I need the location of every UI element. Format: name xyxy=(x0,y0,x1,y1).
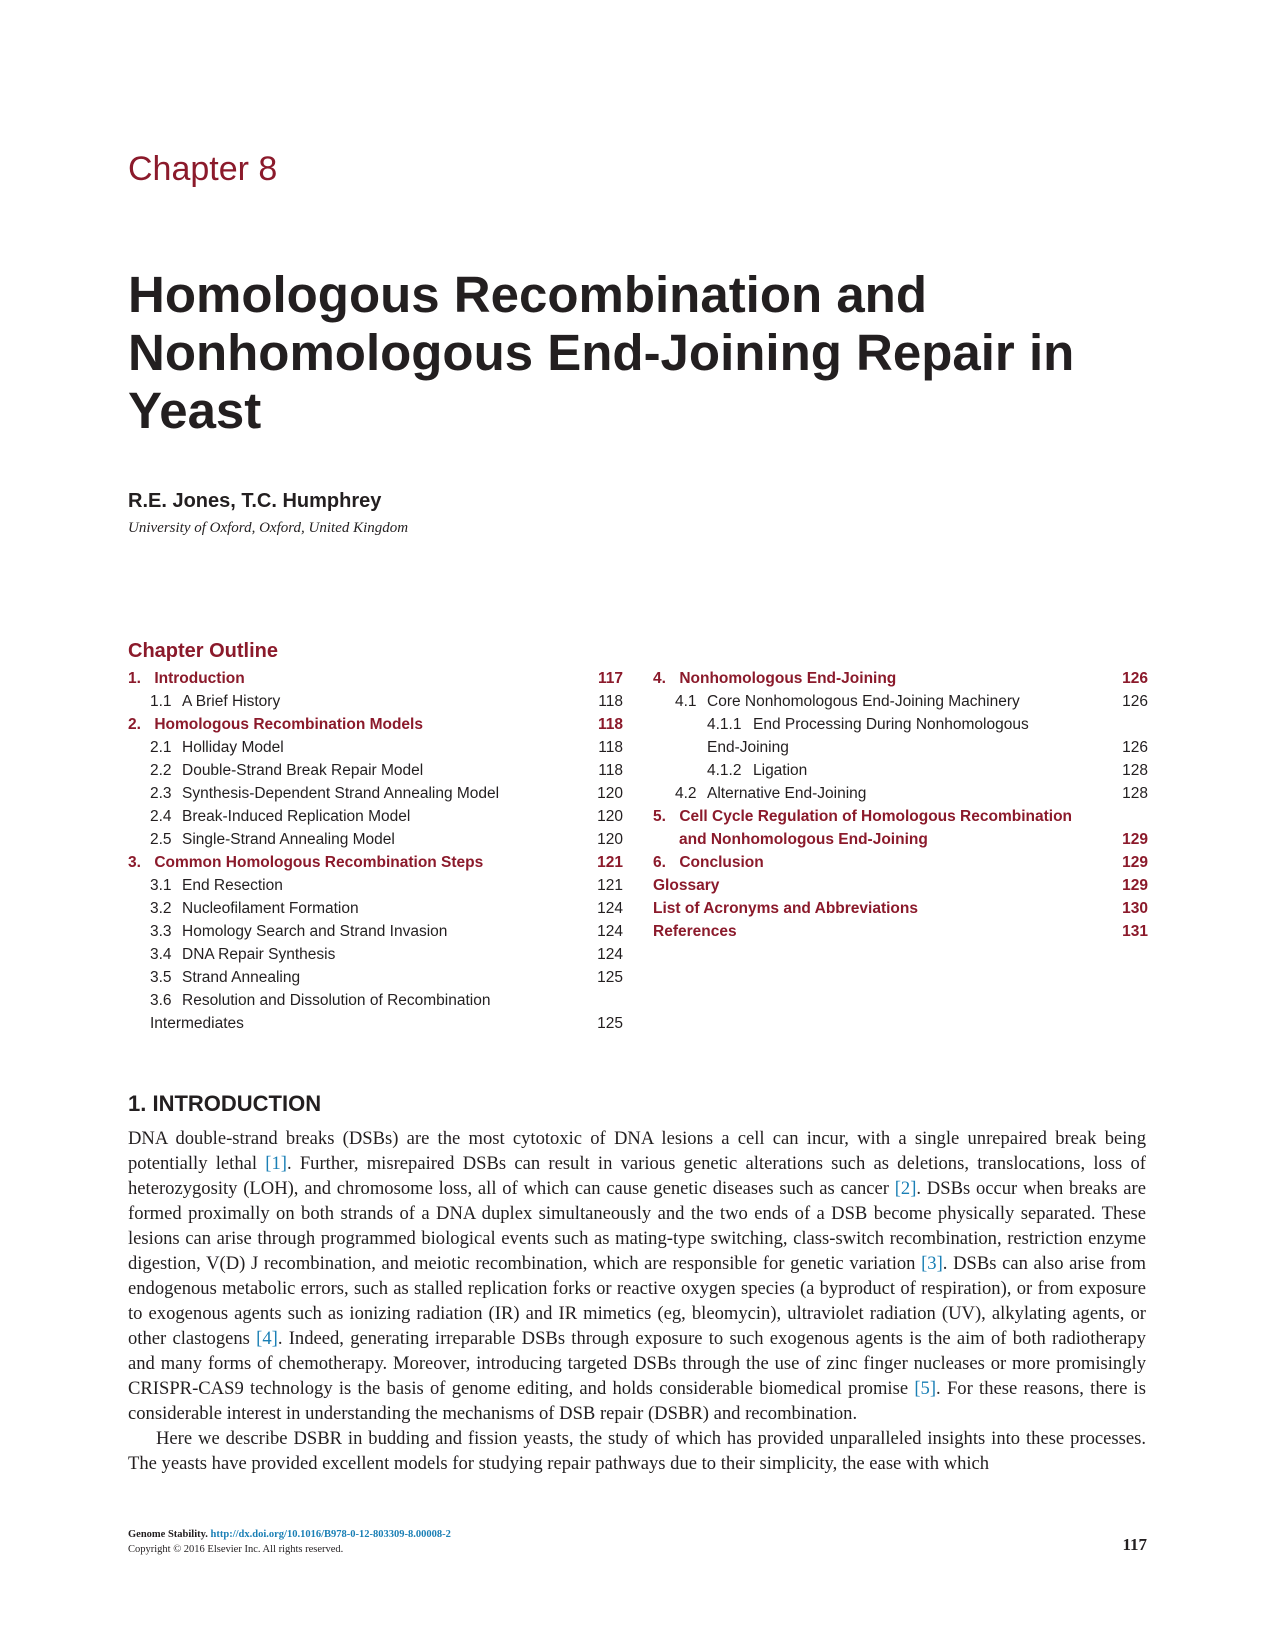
toc-page: 126 xyxy=(1122,670,1148,687)
toc-label: Alternative End-Joining xyxy=(707,785,867,802)
text-run: . Indeed, generating irreparable DSBs through exposure to such exogenous agents is the aim of both radiotherapy and many forms of chemotherapy. Moreover, introducing targeted DSBs through the use of zinc finger nucleases or more promisingly CRISPR-CAS9 technology is the basis of genome editing, and holds considerable biomedical promise xyxy=(128,1328,1146,1399)
toc-number: 2.4 xyxy=(150,808,172,825)
toc-number: 5. xyxy=(653,808,666,825)
toc-number: 6. xyxy=(653,854,666,871)
toc-page: 126 xyxy=(1122,739,1148,756)
toc-page: 117 xyxy=(597,670,623,687)
toc-label: List of Acronyms and Abbreviations xyxy=(653,900,918,917)
toc-number: 3.5 xyxy=(150,969,172,986)
chapter-outline-right-column xyxy=(653,667,1148,943)
toc-label: Holliday Model xyxy=(182,739,284,756)
toc-page: 121 xyxy=(597,877,623,894)
toc-number: 4.1.1 xyxy=(707,716,742,733)
affiliation: University of Oxford, Oxford, United Kingdom xyxy=(128,520,409,536)
toc-number: 4.1.2 xyxy=(707,762,742,779)
toc-number: 3.1 xyxy=(150,877,172,894)
citation-link[interactable]: [2] xyxy=(894,1178,917,1199)
toc-entry[interactable] xyxy=(128,920,623,943)
toc-label: Glossary xyxy=(653,877,720,894)
toc-label: Core Nonhomologous End-Joining Machinery xyxy=(707,693,1020,710)
toc-page: 124 xyxy=(597,946,623,963)
chapter-outline-left-column xyxy=(128,667,623,1035)
toc-entry[interactable] xyxy=(653,667,1148,690)
toc-number: 2.1 xyxy=(150,739,172,756)
toc-number: 4.1 xyxy=(675,693,697,710)
toc-label: Resolution and Dissolution of Recombination xyxy=(182,992,491,1009)
toc-label: A Brief History xyxy=(182,693,281,710)
toc-label: Ligation xyxy=(753,762,808,779)
page-footer xyxy=(128,1527,451,1557)
toc-label: Nonhomologous End-Joining xyxy=(679,670,897,687)
page-number: 117 xyxy=(1122,1535,1147,1554)
toc-page: 125 xyxy=(597,1015,623,1032)
toc-number: 1. xyxy=(128,670,141,687)
toc-entry[interactable] xyxy=(128,782,623,805)
toc-number: 3.2 xyxy=(150,900,172,917)
toc-page: 120 xyxy=(597,785,623,802)
text-run: DNA double-strand breaks (DSBs) are the most cytotoxic of DNA lesions a cell can incur, with a single unrepaired break being potentially lethal xyxy=(128,1128,1146,1174)
toc-entry-continued[interactable] xyxy=(128,1012,623,1035)
toc-number: 2.2 xyxy=(150,762,172,779)
toc-page: 118 xyxy=(597,716,623,733)
toc-label: Cell Cycle Regulation of Homologous Recombination xyxy=(679,808,1073,825)
text-run: . For these reasons, there is considerable interest in understanding the mechanisms of DSB repair (DSBR) and recombination. xyxy=(128,1378,1147,1424)
toc-page: 131 xyxy=(1122,923,1148,940)
toc-entry[interactable] xyxy=(653,759,1148,782)
toc-entry[interactable] xyxy=(128,828,623,851)
toc-label: Common Homologous Recombination Steps xyxy=(154,854,484,871)
toc-label: Synthesis-Dependent Strand Annealing Model xyxy=(182,785,500,802)
toc-entry[interactable] xyxy=(128,966,623,989)
toc-entry[interactable] xyxy=(653,874,1148,897)
text-run: . DSBs occur when breaks are formed proximally on both strands of a DNA duplex simultaneously and the two ends of a DSB become physically separated. These lesions can arise through programmed biological events such as mating-type switching, class-switch recombination, restriction enzyme digestion, V(D) J recombination, and meiotic recombination, which are responsible for genetic variation xyxy=(128,1178,1146,1274)
toc-entry-continued[interactable] xyxy=(653,736,1148,759)
paragraph: Here we describe DSBR in budding and fission yeasts, the study of which has provided unparalleled insights into these processes. The yeasts have provided excellent models for studying repair pathways due to their simplicity, the ease with which xyxy=(128,1428,1146,1474)
text-run: . DSBs can also arise from endogenous metabolic errors, such as stalled replication forks or reactive oxygen species (a byproduct of respiration), or from exposure to exogenous agents such as ionizing radiation (IR) and IR mimetics (eg, bleomycin), ultraviolet radiation (UV), alkylating agents, or other clastogens xyxy=(128,1253,1146,1349)
introduction-body xyxy=(128,1126,1146,1476)
toc-number: 1.1 xyxy=(150,693,172,710)
toc-label: Conclusion xyxy=(679,854,764,871)
toc-page: 128 xyxy=(1122,762,1148,779)
journal-name: Genome Stability. xyxy=(128,1529,208,1540)
toc-entry[interactable] xyxy=(128,805,623,828)
toc-entry-continued[interactable] xyxy=(653,828,1148,851)
chapter-outline-heading: Chapter Outline xyxy=(128,640,279,662)
toc-page: 118 xyxy=(598,739,623,756)
toc-page: 128 xyxy=(1122,785,1148,802)
section-heading-introduction: 1. INTRODUCTION xyxy=(128,1091,322,1116)
citation-link[interactable]: [1] xyxy=(265,1153,287,1174)
toc-entry[interactable] xyxy=(653,713,1148,736)
toc-entry[interactable] xyxy=(128,713,623,736)
toc-label: Break-Induced Replication Model xyxy=(182,808,411,825)
toc-label: References xyxy=(653,923,737,940)
toc-page: 121 xyxy=(597,854,623,871)
toc-label: Homologous Recombination Models xyxy=(154,716,423,733)
toc-entry[interactable] xyxy=(128,897,623,920)
doi-link[interactable]: http://dx.doi.org/10.1016/B978-0-12-803309-8.00008-2 xyxy=(210,1529,451,1540)
toc-entry[interactable] xyxy=(128,759,623,782)
toc-page: 125 xyxy=(597,969,623,986)
toc-page: 130 xyxy=(1122,900,1148,917)
toc-page: 129 xyxy=(1122,854,1148,871)
toc-page: 120 xyxy=(597,808,623,825)
toc-page: 120 xyxy=(597,831,623,848)
toc-label: Double-Strand Break Repair Model xyxy=(182,762,424,779)
toc-entry[interactable] xyxy=(128,690,623,713)
toc-page: 129 xyxy=(1122,831,1148,848)
toc-label: End Processing During Nonhomologous xyxy=(753,716,1029,733)
toc-label: DNA Repair Synthesis xyxy=(182,946,336,963)
toc-entry[interactable] xyxy=(128,851,623,874)
toc-entry[interactable] xyxy=(128,874,623,897)
text-run: . Further, misrepaired DSBs can result in various genetic alterations such as deletions, translocations, loss of heterozygosity (LOH), and chromosome loss, all of which can cause genetic diseases such as cancer xyxy=(128,1153,1146,1199)
toc-page: 126 xyxy=(1122,693,1148,710)
toc-number: 3.3 xyxy=(150,923,172,940)
toc-entry[interactable] xyxy=(653,782,1148,805)
citation-link[interactable]: [3] xyxy=(921,1253,943,1274)
toc-entry[interactable] xyxy=(128,943,623,966)
toc-label-continued: End-Joining xyxy=(707,739,789,756)
toc-number: 3.6 xyxy=(150,992,172,1009)
toc-entry[interactable] xyxy=(653,920,1148,943)
citation-link[interactable]: [4] xyxy=(256,1328,278,1349)
toc-number: 4.2 xyxy=(675,785,697,802)
toc-entry[interactable] xyxy=(128,736,623,759)
toc-entry[interactable] xyxy=(128,989,623,1012)
copyright: Copyright © 2016 Elsevier Inc. All rights reserved. xyxy=(128,1544,344,1555)
toc-entry[interactable] xyxy=(653,690,1148,713)
toc-entry[interactable] xyxy=(653,851,1148,874)
toc-label: End Resection xyxy=(182,877,283,894)
toc-number: 3. xyxy=(128,854,141,871)
toc-label-continued: and Nonhomologous End-Joining xyxy=(679,831,928,848)
toc-number: 2.5 xyxy=(150,831,172,848)
chapter-label: Chapter 8 xyxy=(128,150,278,188)
toc-number: 2. xyxy=(128,716,141,733)
toc-entry[interactable] xyxy=(653,897,1148,920)
toc-page: 118 xyxy=(598,693,623,710)
toc-number: 3.4 xyxy=(150,946,172,963)
toc-number: 4. xyxy=(653,670,666,687)
toc-page: 124 xyxy=(597,900,623,917)
paragraph xyxy=(128,1126,1146,1426)
toc-page: 124 xyxy=(597,923,623,940)
toc-number: 2.3 xyxy=(150,785,172,802)
toc-label: Homology Search and Strand Invasion xyxy=(182,923,448,940)
authors: R.E. Jones, T.C. Humphrey xyxy=(128,490,382,512)
toc-label: Nucleofilament Formation xyxy=(182,900,359,917)
toc-label: Strand Annealing xyxy=(182,969,301,986)
toc-page: 118 xyxy=(598,762,623,779)
toc-label-continued: Intermediates xyxy=(150,1015,244,1032)
toc-page: 129 xyxy=(1122,877,1148,894)
toc-entry[interactable] xyxy=(128,667,623,690)
citation-link[interactable]: [5] xyxy=(914,1378,937,1399)
chapter-title: Homologous Recombination and Nonhomologous End-Joining Repair in Yeast xyxy=(128,266,1075,439)
toc-label: Introduction xyxy=(154,670,245,687)
toc-label: Single-Strand Annealing Model xyxy=(182,831,395,848)
toc-entry[interactable] xyxy=(653,805,1148,828)
